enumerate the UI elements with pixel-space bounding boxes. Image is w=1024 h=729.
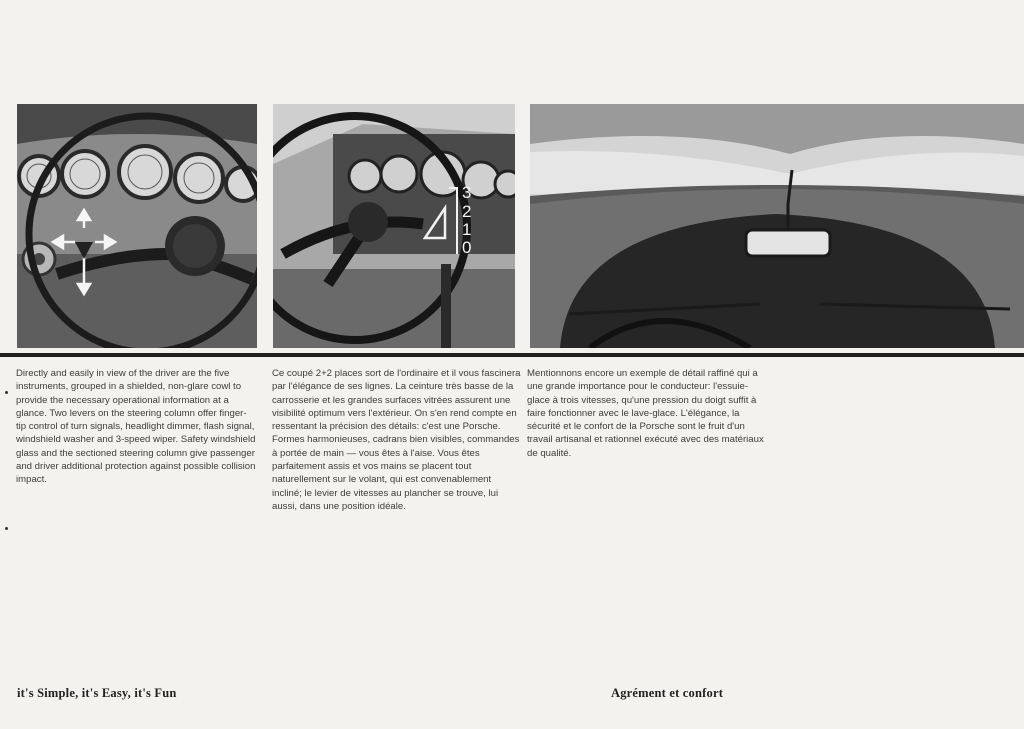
gear-label-0: 0: [462, 238, 472, 257]
english-paragraph: Directly and easily in view of the driver are the five instruments, grouped in a shielded, non-glare cowl to provide the necessary operational information at a glance. Two levers on the steering column offer finger-tip control of turn signals, headlight dimmer, flash signal, windshield washer and 3-speed wiper. Safety windshield glass and the sectioned steering column give passenger and driver additional protection against possible collision impact.: [16, 368, 256, 486]
text-column-french-1: [272, 367, 522, 513]
photo-windshield: [530, 104, 1024, 348]
text-column-french-2: [527, 367, 767, 460]
french-paragraph-2: Mentionnons encore un exemple de détail raffiné qui a une grande importance pour le conducteur: l'essuie-glace à trois vitesses, qu'une pression du doigt suffit à faire fonctionner avec le lave-glace. L'élégance, la sécurité et le confort de la Porsche sont le fruit d'un travail artisanal et rationnel exécuté avec des matériaux de qualité.: [527, 368, 764, 459]
french-paragraph-1: Ce coupé 2+2 places sort de l'ordinaire et il vous fascinera par l'élégance de ses lignes. La ceinture très basse de la carrosserie et les grandes surfaces vitrées assurent une visibilité optimum vers l'extérieur. On s'en rend compte en ressentant la précision des détails: c'est une Porsche. Formes harmonieuses, cadrans bien visibles, commandes à portée de main — vous êtes à l'aise. Vous êtes parfaitement assis et vos mains se placent tout naturellement sur le volant, qui est convenablement incliné; le levier de vitesses au plancher se trouve, lui aussi, dans une position idéale.: [272, 368, 521, 512]
gear-label-1: 1: [462, 220, 472, 239]
gear-label-3: 3: [462, 183, 472, 202]
binding-mark: [5, 391, 8, 394]
photo-steering-wheel: [273, 104, 515, 348]
gear-label-2: 2: [462, 202, 472, 221]
footer-title-english: it's Simple, it's Easy, it's Fun: [17, 686, 177, 700]
text-column-english: [16, 367, 256, 487]
section-divider: [0, 353, 1024, 357]
binding-mark: [5, 527, 8, 530]
photo-instrument-cluster: [17, 104, 257, 348]
footer-title-french: Agrément et confort: [611, 686, 724, 700]
